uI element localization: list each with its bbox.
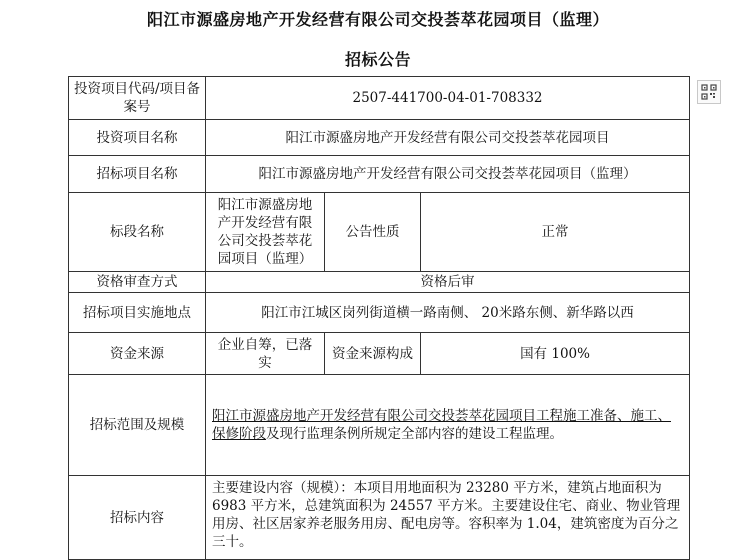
value-scope-rest: 及现行监理条例所规定全部内容的建设工程监理。 xyxy=(266,426,563,442)
label-funding-source: 资金来源 xyxy=(69,333,206,375)
label-project-code: 投资项目代码/项目备案号 xyxy=(69,77,206,120)
value-scope-underlined: 阳江市源盛房地产开发经营有限公司交投荟萃花园项目工程施工准备、施工、保修阶段 xyxy=(212,408,671,442)
table-row-qualification xyxy=(69,272,690,293)
value-notice-type: 正常 xyxy=(421,193,690,272)
value-content: 主要建设内容（规模）：本项目用地面积为 23280 平方米，建筑占地面积为 6983 平方米，总建筑面积为 24557 平方米。主要建设住宅、商业、物业管理用房、社区居家养老服务用房、配电房等。容积率为 1.04，建筑密度为百分之三十。 xyxy=(206,476,690,560)
value-qualification-method: 资格后审 xyxy=(206,272,690,293)
table-row-funding xyxy=(69,333,690,375)
label-content: 招标内容 xyxy=(69,476,206,560)
table-row-location xyxy=(69,293,690,333)
label-qualification-method: 资格审查方式 xyxy=(69,272,206,293)
value-project-code: 2507-441700-04-01-708332 xyxy=(206,77,690,120)
label-scope: 招标范围及规模 xyxy=(69,375,206,476)
value-section-name: 阳江市源盛房地产开发经营有限公司交投荟萃花园项目（监理） xyxy=(206,193,325,272)
tender-info-table xyxy=(68,76,690,560)
value-tender-name: 阳江市源盛房地产开发经营有限公司交投荟萃花园项目（监理） xyxy=(206,156,690,193)
table-row-content xyxy=(69,476,690,560)
value-scope xyxy=(206,375,690,476)
tender-info-table-wrapper xyxy=(68,76,689,560)
value-funding-source: 企业自筹，已落实 xyxy=(206,333,325,375)
label-location: 招标项目实施地点 xyxy=(69,293,206,333)
document-title: 阳江市源盛房地产开发经营有限公司交投荟萃花园项目（监理） xyxy=(146,10,609,29)
table-row-tender-name xyxy=(69,156,690,193)
label-tender-name: 招标项目名称 xyxy=(69,156,206,193)
table-row-scope xyxy=(69,375,690,476)
label-investment-name: 投资项目名称 xyxy=(69,120,206,156)
value-investment-name: 阳江市源盛房地产开发经营有限公司交投荟萃花园项目 xyxy=(206,120,690,156)
table-row-project-code xyxy=(69,77,690,120)
document-subtitle: 招标公告 xyxy=(344,50,411,69)
value-funding-composition: 国有 100% xyxy=(421,333,690,375)
label-notice-type: 公告性质 xyxy=(325,193,421,272)
table-row-section xyxy=(69,193,690,272)
table-row-investment-name xyxy=(69,120,690,156)
label-funding-composition: 资金来源构成 xyxy=(325,333,421,375)
qr-code-icon[interactable] xyxy=(697,80,721,104)
label-section-name: 标段名称 xyxy=(69,193,206,272)
value-location: 阳江市江城区岗列街道横一路南侧、 20米路东侧、新华路以西 xyxy=(206,293,690,333)
